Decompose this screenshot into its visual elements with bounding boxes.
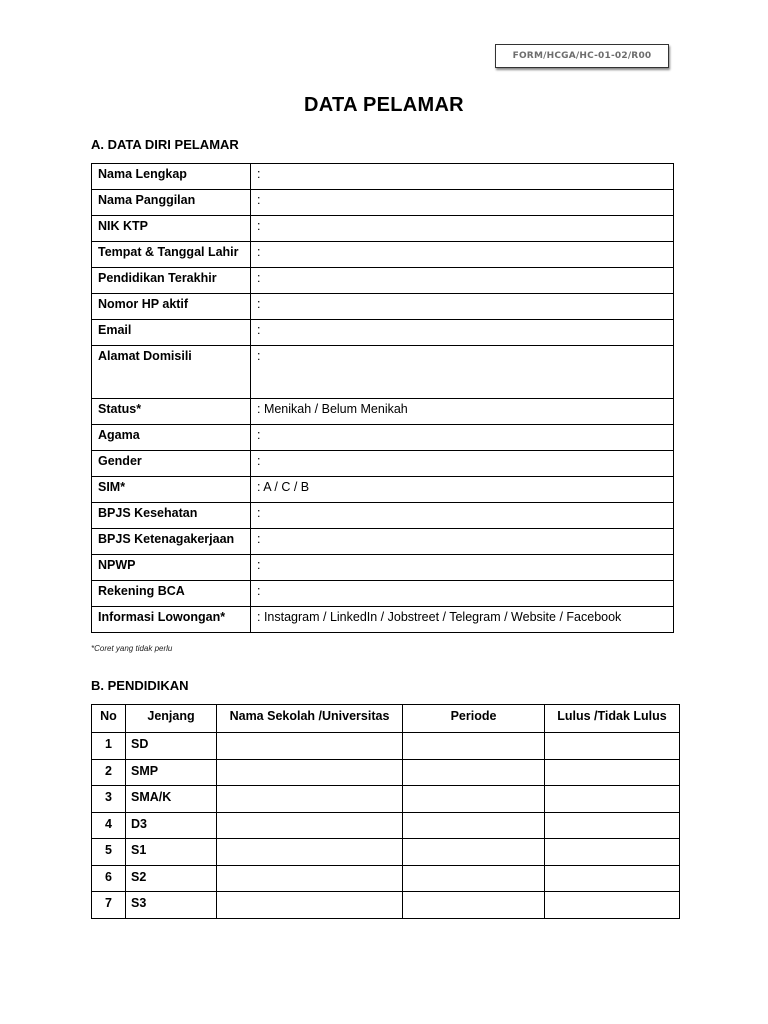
row-number: 4	[92, 812, 126, 839]
field-value[interactable]: :	[251, 216, 674, 242]
row-number: 2	[92, 759, 126, 786]
field-label: BPJS Ketenagakerjaan	[92, 529, 251, 555]
field-value[interactable]: :	[251, 346, 674, 399]
row-number: 1	[92, 733, 126, 760]
school-name-cell[interactable]	[217, 759, 403, 786]
field-label: Agama	[92, 425, 251, 451]
field-value[interactable]: :	[251, 268, 674, 294]
field-label: Nama Panggilan	[92, 190, 251, 216]
field-value[interactable]: : Menikah / Belum Menikah	[251, 399, 674, 425]
school-name-cell[interactable]	[217, 812, 403, 839]
period-cell[interactable]	[403, 839, 545, 866]
table-row	[92, 581, 674, 607]
table-header-row	[92, 705, 680, 733]
field-label: NIK KTP	[92, 216, 251, 242]
field-label: Rekening BCA	[92, 581, 251, 607]
column-header-graduated: Lulus /Tidak Lulus	[545, 705, 680, 733]
row-number: 6	[92, 865, 126, 892]
table-row	[92, 812, 680, 839]
table-row	[92, 346, 674, 399]
table-row	[92, 759, 680, 786]
field-value[interactable]: : A / C / B	[251, 477, 674, 503]
personal-data-table	[91, 163, 674, 633]
field-value[interactable]: :	[251, 190, 674, 216]
education-table	[91, 704, 680, 919]
table-row	[92, 529, 674, 555]
field-value[interactable]: :	[251, 164, 674, 190]
education-level: SMP	[126, 759, 217, 786]
education-level: S3	[126, 892, 217, 919]
graduation-status-cell[interactable]	[545, 865, 680, 892]
period-cell[interactable]	[403, 786, 545, 813]
row-number: 5	[92, 839, 126, 866]
table-row	[92, 503, 674, 529]
field-value[interactable]: :	[251, 242, 674, 268]
period-cell[interactable]	[403, 865, 545, 892]
table-row	[92, 399, 674, 425]
table-row	[92, 607, 674, 633]
table-row	[92, 294, 674, 320]
field-value[interactable]: : Instagram / LinkedIn / Jobstreet / Telegram / Website / Facebook	[251, 607, 674, 633]
graduation-status-cell[interactable]	[545, 786, 680, 813]
section-b-heading: B. PENDIDIKAN	[91, 678, 189, 693]
table-row	[92, 555, 674, 581]
table-row	[92, 451, 674, 477]
school-name-cell[interactable]	[217, 892, 403, 919]
education-level: S2	[126, 865, 217, 892]
period-cell[interactable]	[403, 759, 545, 786]
education-level: SMA/K	[126, 786, 217, 813]
table-row	[92, 865, 680, 892]
field-label: Informasi Lowongan*	[92, 607, 251, 633]
table-row	[92, 268, 674, 294]
field-value[interactable]: :	[251, 503, 674, 529]
school-name-cell[interactable]	[217, 786, 403, 813]
field-label: BPJS Kesehatan	[92, 503, 251, 529]
column-header-level: Jenjang	[126, 705, 217, 733]
table-row	[92, 190, 674, 216]
table-row	[92, 164, 674, 190]
field-label: Nomor HP aktif	[92, 294, 251, 320]
field-value[interactable]: :	[251, 425, 674, 451]
graduation-status-cell[interactable]	[545, 892, 680, 919]
field-value[interactable]: :	[251, 320, 674, 346]
column-header-no: No	[92, 705, 126, 733]
table-row	[92, 425, 674, 451]
field-label: Gender	[92, 451, 251, 477]
table-row	[92, 242, 674, 268]
table-row	[92, 892, 680, 919]
period-cell[interactable]	[403, 892, 545, 919]
graduation-status-cell[interactable]	[545, 759, 680, 786]
period-cell[interactable]	[403, 733, 545, 760]
field-value[interactable]: :	[251, 529, 674, 555]
field-value[interactable]: :	[251, 451, 674, 477]
school-name-cell[interactable]	[217, 733, 403, 760]
section-a-heading: A. DATA DIRI PELAMAR	[91, 137, 239, 152]
table-row	[92, 320, 674, 346]
school-name-cell[interactable]	[217, 839, 403, 866]
table-row	[92, 786, 680, 813]
field-label: Tempat & Tanggal Lahir	[92, 242, 251, 268]
form-code-label: FORM/HCGA/HC-01-02/R00	[495, 44, 669, 68]
graduation-status-cell[interactable]	[545, 839, 680, 866]
school-name-cell[interactable]	[217, 865, 403, 892]
field-label: SIM*	[92, 477, 251, 503]
table-row	[92, 733, 680, 760]
row-number: 3	[92, 786, 126, 813]
field-label: NPWP	[92, 555, 251, 581]
field-value[interactable]: :	[251, 555, 674, 581]
field-label: Alamat Domisili	[92, 346, 251, 399]
table-row	[92, 216, 674, 242]
table-row	[92, 839, 680, 866]
row-number: 7	[92, 892, 126, 919]
education-level: D3	[126, 812, 217, 839]
field-label: Nama Lengkap	[92, 164, 251, 190]
field-label: Pendidikan Terakhir	[92, 268, 251, 294]
column-header-school: Nama Sekolah /Universitas	[217, 705, 403, 733]
field-label: Status*	[92, 399, 251, 425]
strike-note: *Coret yang tidak perlu	[91, 644, 173, 653]
column-header-period: Periode	[403, 705, 545, 733]
period-cell[interactable]	[403, 812, 545, 839]
graduation-status-cell[interactable]	[545, 733, 680, 760]
graduation-status-cell[interactable]	[545, 812, 680, 839]
field-value[interactable]: :	[251, 294, 674, 320]
education-level: SD	[126, 733, 217, 760]
field-value[interactable]: :	[251, 581, 674, 607]
page-title: DATA PELAMAR	[304, 94, 464, 116]
field-label: Email	[92, 320, 251, 346]
education-level: S1	[126, 839, 217, 866]
table-row	[92, 477, 674, 503]
